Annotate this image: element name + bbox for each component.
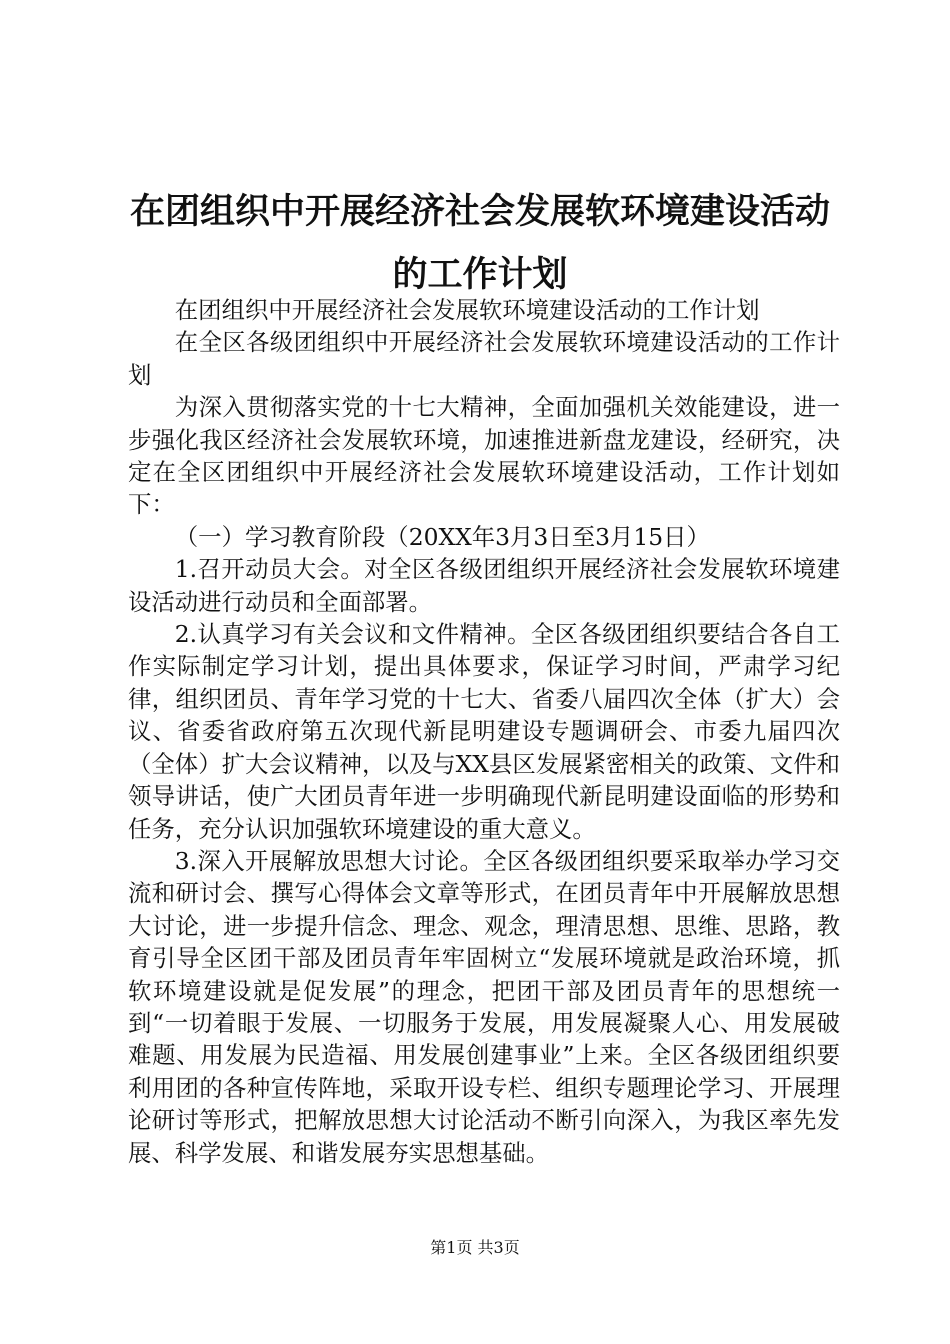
section-heading-phase-1: （一）学习教育阶段（20XX年3月3日至3月15日）	[174, 522, 710, 551]
page-footer: 第1页 共3页	[430, 1238, 520, 1257]
paragraph-intro: 为深入贯彻落实党的十七大精神，全面加强机关效能建设，进一步强化我区经济社会发展软环境，加速推进新盘龙建设，经研究，决定在全区团组织中开展经济社会发展软环境建设活动，工作计划如下：	[128, 393, 840, 519]
paragraph-subtitle: 在全区各级团组织中开展经济社会发展软环境建设活动的工作计划	[128, 328, 840, 389]
title-line-2: 的工作计划	[392, 254, 568, 295]
paragraph-item-2: 2.认真学习有关会议和文件精神。全区各级团组织要结合各自工作实际制定学习计划，提出具体要求，保证学习时间，严肃学习纪律，组织团员、青年学习党的十七大、省委八届四次全体（扩大）会议、省委省政府第五次现代新昆明建设专题调研会、市委九届四次（全体）扩大会议精神，以及与XX县区发展紧密相关的政策、文件和领导讲话，使广大团员青年进一步明确现代新昆明建设面临的形势和任务，充分认识加强软环境建设的重大意义。	[128, 620, 840, 843]
paragraph-item-3: 3.深入开展解放思想大讨论。全区各级团组织要采取举办学习交流和研讨会、撰写心得体会文章等形式，在团员青年中开展解放思想大讨论，进一步提升信念、理念、观念，理清思想、思维、思路，教育引导全区团干部及团员青年牢固树立“发展环境就是政治环境，抓软环境建设就是促发展”的理念，把团干部及团员青年的思想统一到“一切着眼于发展、一切服务于发展，用发展凝聚人心、用发展破难题、用发展为民造福、用发展创建事业”上来。全区各级团组织要利用团的各种宣传阵地，采取开设专栏、组织专题理论学习、开展理论研讨等形式，把解放思想大讨论活动不断引向深入，为我区率先发展、科学发展、和谐发展夯实思想基础。	[128, 846, 840, 1167]
document-body	[128, 294, 840, 1169]
paragraph-doc-title: 在团组织中开展经济社会发展软环境建设活动的工作计划	[174, 296, 760, 324]
title-line-1: 在团组织中开展经济社会发展软环境建设活动	[129, 191, 830, 232]
document-title	[110, 180, 850, 306]
paragraph-item-1: 1.召开动员大会。对全区各级团组织开展经济社会发展软环境建设活动进行动员和全面部署。	[128, 555, 840, 616]
